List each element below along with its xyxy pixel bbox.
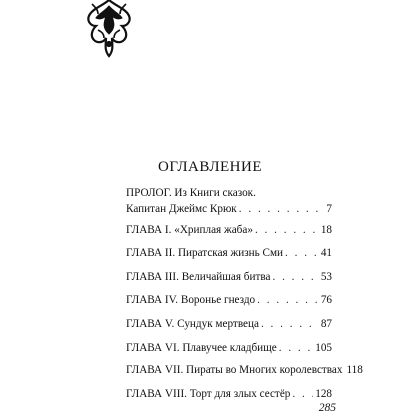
toc-chapter-label: ГЛАВА VII. Пираты во Многих королевствах [126, 364, 343, 376]
toc-chapter-label: ГЛАВА V. Сундук мертвеца [126, 318, 259, 330]
toc-chapter-label: ГЛАВА III. Величайшая битва [126, 271, 271, 283]
dot-leader [279, 340, 313, 356]
toc-chapter-label: ГЛАВА VI. Плавучее кладбище [126, 342, 277, 354]
toc-prologue[interactable] [126, 185, 332, 217]
toc-page-number: 118 [346, 364, 363, 376]
toc-prologue-line2: Капитан Джеймс Крюк [126, 203, 237, 215]
dot-leader [261, 316, 319, 332]
toc-page-number: 105 [315, 342, 332, 354]
toc-chapter-label: ГЛАВА VIII. Торт для злых сестёр [126, 388, 291, 400]
toc-chapter-4[interactable] [126, 292, 332, 308]
toc-page-number: 7 [326, 203, 332, 215]
toc-page-number: 41 [320, 247, 332, 259]
dot-leader [272, 269, 318, 285]
toc-chapter-6[interactable] [126, 340, 332, 356]
toc-page-number: 53 [320, 271, 332, 283]
page-number: 285 [318, 402, 336, 414]
dot-leader [292, 386, 313, 402]
toc-title: ОГЛАВЛЕНИЕ [158, 159, 262, 175]
toc-page-number: 128 [315, 388, 332, 400]
toc-chapter-1[interactable] [126, 222, 332, 238]
toc-chapter-label: ГЛАВА II. Пиратская жизнь Сми [126, 247, 284, 259]
toc-chapter-5[interactable] [126, 316, 332, 332]
dot-leader [285, 245, 319, 261]
toc-chapter-3[interactable] [126, 269, 332, 285]
toc-page-number: 18 [320, 224, 332, 236]
dot-leader [257, 292, 319, 308]
toc-chapter-8[interactable] [126, 386, 332, 402]
dot-leader [255, 222, 319, 238]
toc-chapter-7[interactable] [126, 362, 363, 378]
toc-chapter-label: ГЛАВА IV. Воронье гнездо [126, 294, 256, 306]
dot-leader [239, 201, 325, 217]
toc-page-number: 87 [320, 318, 332, 330]
corner-flourish-icon [84, 0, 134, 58]
toc-chapter-2[interactable] [126, 245, 332, 261]
toc-chapter-label: ГЛАВА I. «Хриплая жаба» [126, 224, 253, 236]
toc-prologue-line1: ПРОЛОГ. Из Книги сказок. [126, 187, 256, 199]
toc-page-number: 76 [320, 294, 332, 306]
